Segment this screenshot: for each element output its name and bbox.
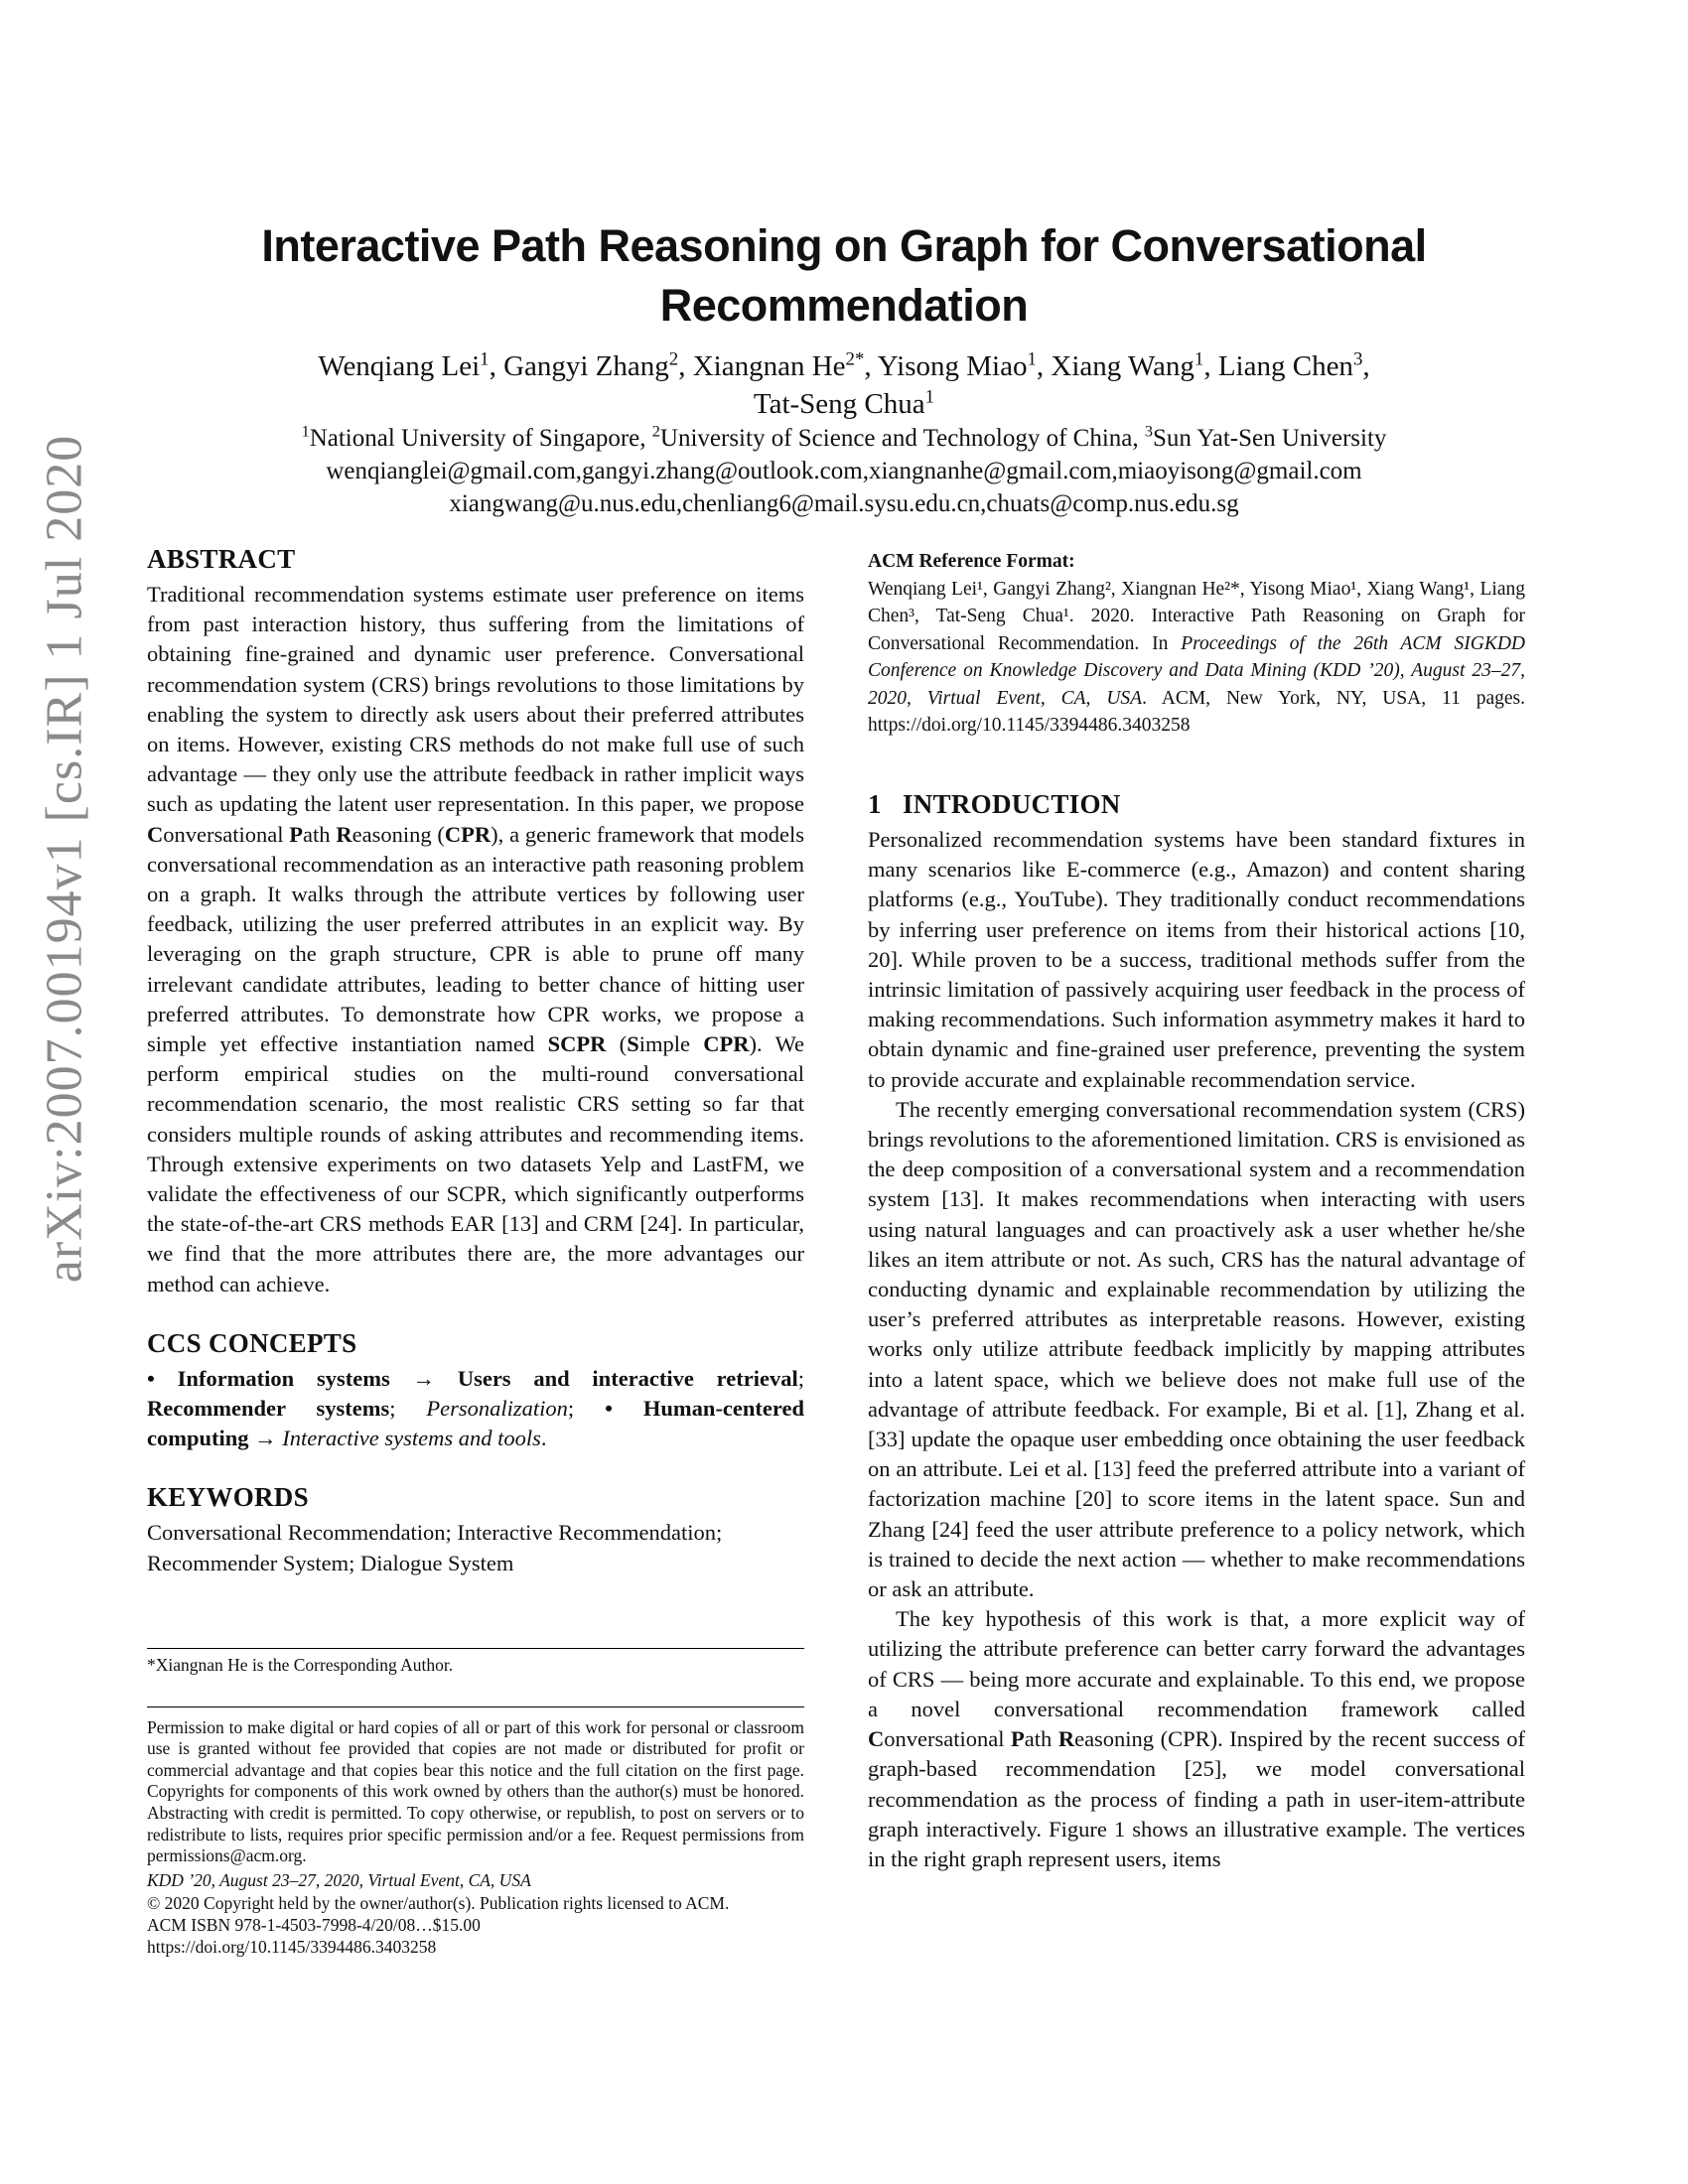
author-affiliation-mark: 2 <box>668 348 679 370</box>
author-name: Wenqiang Lei <box>318 350 481 382</box>
affiliations <box>149 422 1539 520</box>
left-column <box>147 541 804 1578</box>
affiliation-line: $^1$National University of Singapore, $^2$University of Science and Technology of China, $^3$Sun Yat-Sen University <box>301 422 1387 452</box>
copyright: © 2020 Copyright held by the owner/author(s). Publication rights licensed to ACM. <box>147 1893 730 1914</box>
corresponding-author-note: *Xiangnan He is the Corresponding Author. <box>147 1655 454 1675</box>
keywords-heading: KEYWORDS <box>147 1482 309 1513</box>
intro-paragraph: The key hypothesis of this work is that, a more explicit way of utilizing the attribute preference can better carry forward the advantages of CRS — being more accurate and explainable. To this end, we propose a novel conversational recommendation framework called Conversational Path Reasoning (CPR). Inspired by the recent success of graph-based recommendation [25], we model conversational recommendation as the process of finding a path in user-item-attribute graph interactively. Figure 1 shows an illustrative example. The vertices in the right graph represent users, items <box>868 1606 1525 1871</box>
permission-notice: Permission to make digital or hard copies of all or part of this work for personal or classroom use is granted without fee provided that copies are not made or distributed for profit or commercial advantage and that copies bear this notice and the full citation on the first page. Copyrights for components of this work owned by others than the author(s) must be honored. Abstracting with credit is permitted. To copy otherwise, or republish, to post on servers or to redistribute to lists, requires prior specific permission and/or a fee. Request permissions from permissions@acm.org. <box>147 1716 804 1866</box>
acm-reference-heading: ACM Reference Format: <box>868 551 1075 572</box>
isbn: ACM ISBN 978-1-4503-7998-4/20/08…$15.00 <box>147 1914 481 1935</box>
author-name: Xiang Wang <box>1051 350 1195 382</box>
author-name: Liang Chen <box>1217 350 1353 382</box>
acm-reference <box>868 548 1525 740</box>
author-affiliation-mark: 1 <box>1194 348 1204 370</box>
author-affiliation-mark: 2* <box>845 348 865 370</box>
author-affiliation-mark: 3 <box>1352 348 1363 370</box>
right-column <box>868 786 1525 1874</box>
author-affiliation-mark: 1 <box>1027 348 1037 370</box>
permission-rule <box>147 1706 804 1707</box>
ccs-text: • Information systems → Users and interactive retrieval; Recommender systems; Personalization; • Human-centered computing → Interactive systems and tools. <box>147 1365 804 1451</box>
email-line: wenqianglei@gmail.com,gangyi.zhang@outlook.com,xiangnanhe@gmail.com,miaoyisong@gmail.com <box>326 458 1362 484</box>
acm-reference-text: Wenqiang Lei¹, Gangyi Zhang², Xiangnan He²*, Yisong Miao¹, Xiang Wang¹, Liang Chen³, Tat-Seng Chua¹. 2020. Interactive Path Reasoning on Graph for Conversational Recommendation. In Proceedings of the 26th ACM SIGKDD Conference on Knowledge Discovery and Data Mining (KDD ’20), August 23–27, 2020, Virtual Event, CA, USA. ACM, New York, NY, USA, 11 pages. https://doi.org/10.1145/3394486.3403258 <box>868 578 1525 736</box>
email-line: xiangwang@u.nus.edu,chenliang6@mail.sysu.edu.cn,chuats@comp.nus.edu.sg <box>449 490 1239 517</box>
author-name: Tat-Seng Chua <box>753 388 925 420</box>
footnotes <box>147 1648 804 1958</box>
author-list: Wenqiang Lei$^1$, Gangyi Zhang$^2$, Xiangnan $He^{2*}$, Yisong Miao$^1$, Xiang Wang$^1$, Liang Chen$^3$, Tat-Seng Chua$^1$ <box>318 348 1370 420</box>
author-affiliation-mark: 1 <box>480 348 490 370</box>
introduction-heading: 1 INTRODUCTION <box>868 789 1121 819</box>
keywords-text: Conversational Recommendation; Interactive Recommendation; Recommender System; Dialogue System <box>147 1520 723 1575</box>
author-name: Xiangnan He <box>692 350 846 382</box>
author-affiliation-mark: 1 <box>924 386 935 408</box>
doi-link[interactable]: https://doi.org/10.1145/3394486.3403258 <box>147 1936 437 1957</box>
venue: KDD ’20, August 23–27, 2020, Virtual Event, CA, USA <box>147 1869 531 1890</box>
intro-paragraph: Personalized recommendation systems have been standard fixtures in many scenarios like E-commerce (e.g., Amazon) and content sharing platforms (e.g., YouTube). They traditionally conduct recommendations by inferring user preference on items from their historical actions [10, 20]. While proven to be a success, traditional methods suffer from the intrinsic limitation of passively acquiring user feedback in the process of making recommendations. Such information asymmetry makes it hard to obtain dynamic and fine-grained user preference, preventing the system to provide accurate and explainable recommendation service. <box>868 827 1525 1092</box>
footnote-rule <box>147 1648 804 1649</box>
author-name: Gangyi Zhang <box>503 350 669 382</box>
abstract-heading: ABSTRACT <box>147 544 296 574</box>
arxiv-stamp: arXiv:2007.00194v1 [cs.IR] 1 Jul 2020 <box>36 434 93 1284</box>
intro-paragraph: The recently emerging conversational recommendation system (CRS) brings revolutions to the aforementioned limitation. CRS is envisioned as the deep composition of a conversational system and a recommendation system [13]. It makes recommendations when interacting with users using natural languages and can proactively ask a user whether he/she likes an item attribute or not. As such, CRS has the natural advantage of conducting dynamic and explainable recommendation by utilizing the user’s preferred attributes as interpretable reasons. However, existing works only utilize attribute feedback implicitly by mapping attributes into a latent space, which we believe does not make full use of the advantage of attribute feedback. For example, Bi et al. [1], Zhang et al. [33] update the opaque user embedding once obtaining the user feedback on an attribute. Lei et al. [13] feed the preferred attribute into a variant of factorization machine [20] to score items in the latent space. Sun and Zhang [24] feed the user attribute preference to a policy network, which is trained to decide the next action — whether to make recommendations or ask an attribute. <box>868 1096 1525 1602</box>
paper-title: Interactive Path Reasoning on Graph for Conversational Recommendation <box>261 220 1427 331</box>
abstract-text: Traditional recommendation systems estimate user preference on items from past interaction history, thus suffering from the limitations of obtaining fine-grained and dynamic user preference. Conversational recommendation system (CRS) brings revolutions to those limitations by enabling the system to directly ask users about their preferred attributes on items. However, existing CRS methods do not make full use of such advantage — they only use the attribute feedback in rather implicit ways such as updating the latent user representation. In this paper, we propose Conversational Path Reasoning (CPR), a generic framework that models conversational recommendation as an interactive path reasoning problem on a graph. It walks through the attribute vertices by following user feedback, utilizing the user preferred attributes in an explicit way. By leveraging on the graph structure, CPR is able to prune off many irrelevant candidate attributes, leading to better chance of hitting user preferred attributes. To demonstrate how CPR works, we propose a simple yet effective instantiation named SCPR (Simple CPR). We perform empirical studies on the multi-round conversational recommendation scenario, the most realistic CRS setting so far that considers multiple rounds of asking attributes and recommending items. Through extensive experiments on two datasets Yelp and LastFM, we validate the effectiveness of our SCPR, which significantly outperforms the state-of-the-art CRS methods EAR [13] and CRM [24]. In particular, we find that the more attributes there are, the more advantages our method can achieve. <box>147 582 804 1297</box>
ccs-heading: CCS CONCEPTS <box>147 1327 357 1358</box>
author-name: Yisong Miao <box>877 350 1028 382</box>
